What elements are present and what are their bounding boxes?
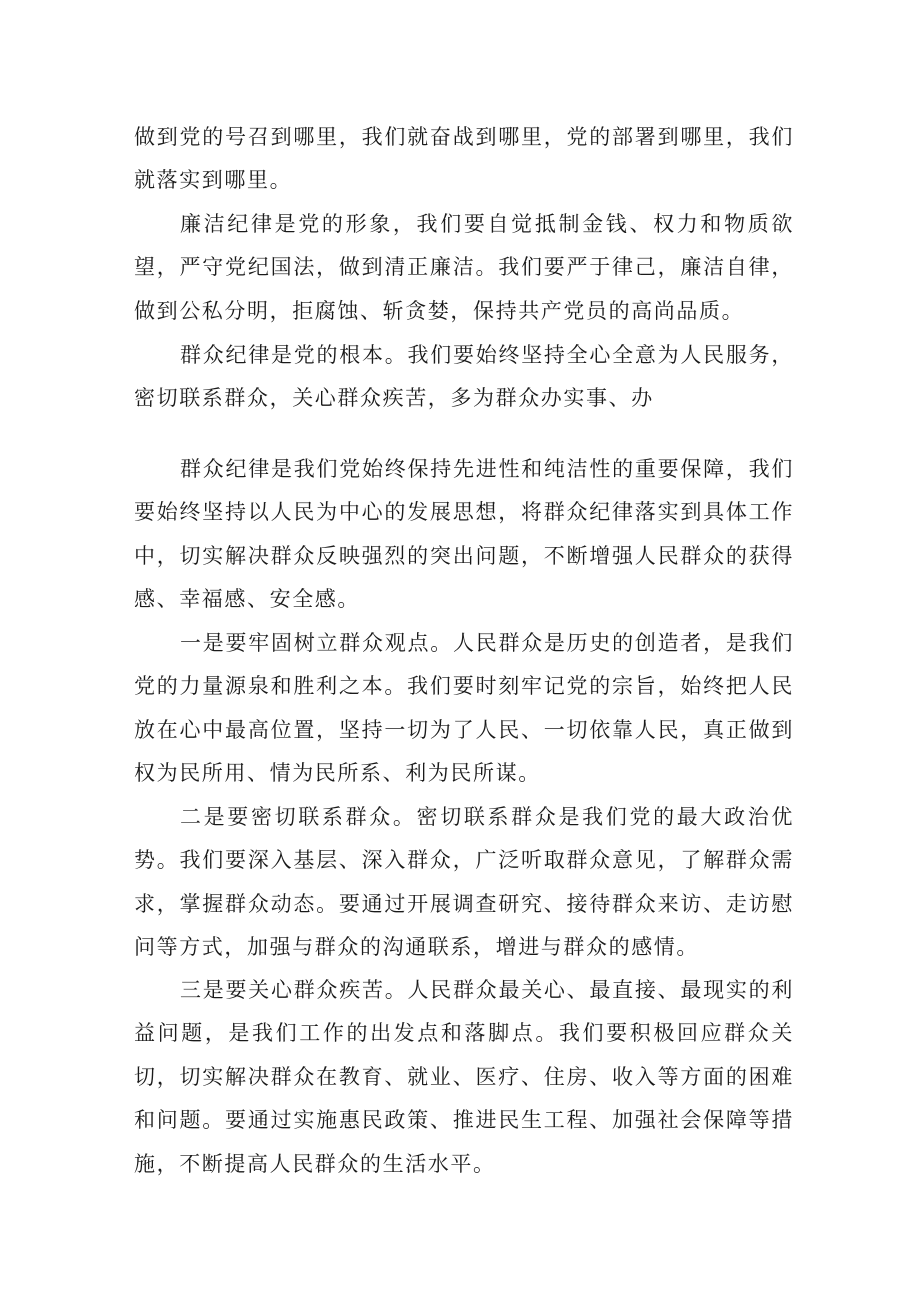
- paragraph-point-two: 二是要密切联系群众。密切联系群众是我们党的最大政治优势。我们要深入基层、深入群众，广泛听取群众意见，了解群众需求，掌握群众动态。要通过开展调查研究、接待群众来访、走访慰问等方式，加强与群众的沟通联系，增进与群众的感情。: [134, 805, 794, 960]
- paragraph-integrity-discipline: 廉洁纪律是党的形象，我们要自觉抵制金钱、权力和物质欲望，严守党纪国法，做到清正廉洁。我们要严于律己，廉洁自律，做到公私分明，拒腐蚀、斩贪婪，保持共产党员的高尚品质。: [134, 212, 794, 323]
- paragraph-continuation: 做到党的号召到哪里，我们就奋战到哪里，党的部署到哪里，我们就落实到哪里。: [134, 125, 794, 193]
- paragraph-mass-discipline-guarantee: 群众纪律是我们党始终保持先进性和纯洁性的重要保障，我们要始终坚持以人民为中心的发展思想，将群众纪律落实到具体工作中，切实解决群众反映强烈的突出问题，不断增强人民群众的获得感、幸福感、安全感。: [134, 457, 794, 612]
- paragraph-point-three: 三是要关心群众疾苦。人民群众最关心、最直接、最现实的利益问题，是我们工作的出发点和落脚点。我们要积极回应群众关切，切实解决群众在教育、就业、医疗、住房、收入等方面的困难和问题。要通过实施惠民政策、推进民生工程、加强社会保障等措施，不断提高人民群众的生活水平。: [134, 978, 794, 1176]
- paragraph-point-one: 一是要牢固树立群众观点。人民群众是历史的创造者，是我们党的力量源泉和胜利之本。我们要时刻牢记党的宗旨，始终把人民放在心中最高位置，坚持一切为了人民、一切依靠人民，真正做到权为民所用、情为民所系、利为民所谋。: [134, 631, 794, 786]
- paragraph-mass-discipline-intro: 群众纪律是党的根本。我们要始终坚持全心全意为人民服务，密切联系群众，关心群众疾苦，多为群众办实事、办: [134, 343, 794, 411]
